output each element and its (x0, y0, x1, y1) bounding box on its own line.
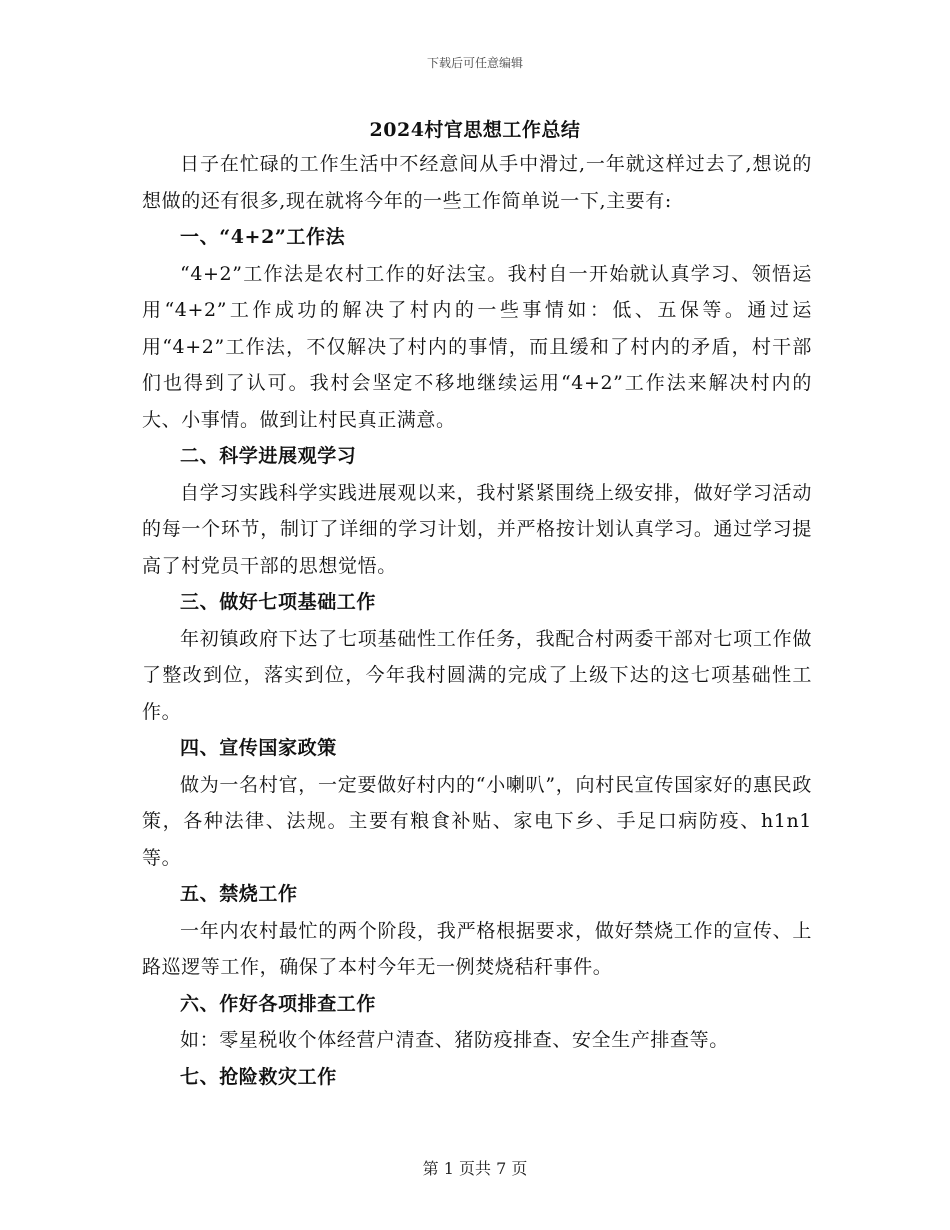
page-number-footer: 第 1 页共 7 页 (422, 1159, 528, 1178)
section-heading-7: 七、抢险救灾工作 (180, 1065, 337, 1088)
section-paragraph-1: “4+2”工作法是农村工作的好法宝。我村自一开始就认真学习、领悟运用“4+2”工作成功的解决了村内的一些事情如：低、五保等。通过运用“4+2”工作法，不仅解决了村内的事情，而且缓和了村内的矛盾，村干部们也得到了认可。我村会坚定不移地继续运用“4+2”工作法来解决村内的大、小事情。做到让村民真正满意。 (142, 262, 812, 431)
section-paragraph-5: 一年内农村最忙的两个阶段，我严格根据要求，做好禁烧工作的宣传、上路巡逻等工作，确保了本村今年无一例焚烧秸秆事件。 (142, 919, 812, 978)
section-paragraph-2: 自学习实践科学实践进展观以来，我村紧紧围绕上级安排，做好学习活动的每一个环节，制订了详细的学习计划，并严格按计划认真学习。通过学习提高了村党员干部的思想觉悟。 (142, 481, 812, 577)
intro-paragraph: 日子在忙碌的工作生活中不经意间从手中滑过,一年就这样过去了,想说的想做的还有很多,现在就将今年的一些工作简单说一下,主要有: (142, 153, 812, 212)
section-heading-3: 三、做好七项基础工作 (180, 591, 377, 613)
document-body (142, 146, 812, 1095)
section-heading-4: 四、宣传国家政策 (180, 737, 337, 759)
page-header-note: 下载后可任意编辑 (426, 56, 523, 70)
section-heading-5: 五、禁烧工作 (180, 883, 298, 905)
section-heading-2: 二、科学进展观学习 (180, 445, 357, 467)
section-paragraph-6: 如：零星税收个体经营户清查、猪防疫排查、安全生产排查等。 (180, 1029, 729, 1051)
document-title: 2024村官思想工作总结 (369, 119, 581, 141)
section-paragraph-3: 年初镇政府下达了七项基础性工作任务，我配合村两委干部对七项工作做了整改到位，落实到位，今年我村圆满的完成了上级下达的这七项基础性工作。 (142, 627, 812, 723)
section-paragraph-4: 做为一名村官，一定要做好村内的“小喇叭”，向村民宣传国家好的惠民政策，各种法律、法规。主要有粮食补贴、家电下乡、手足口病防疫、h1n1等。 (142, 773, 812, 869)
section-heading-1: 一、“4+2”工作法 (180, 226, 346, 248)
section-heading-6: 六、作好各项排查工作 (180, 992, 377, 1015)
